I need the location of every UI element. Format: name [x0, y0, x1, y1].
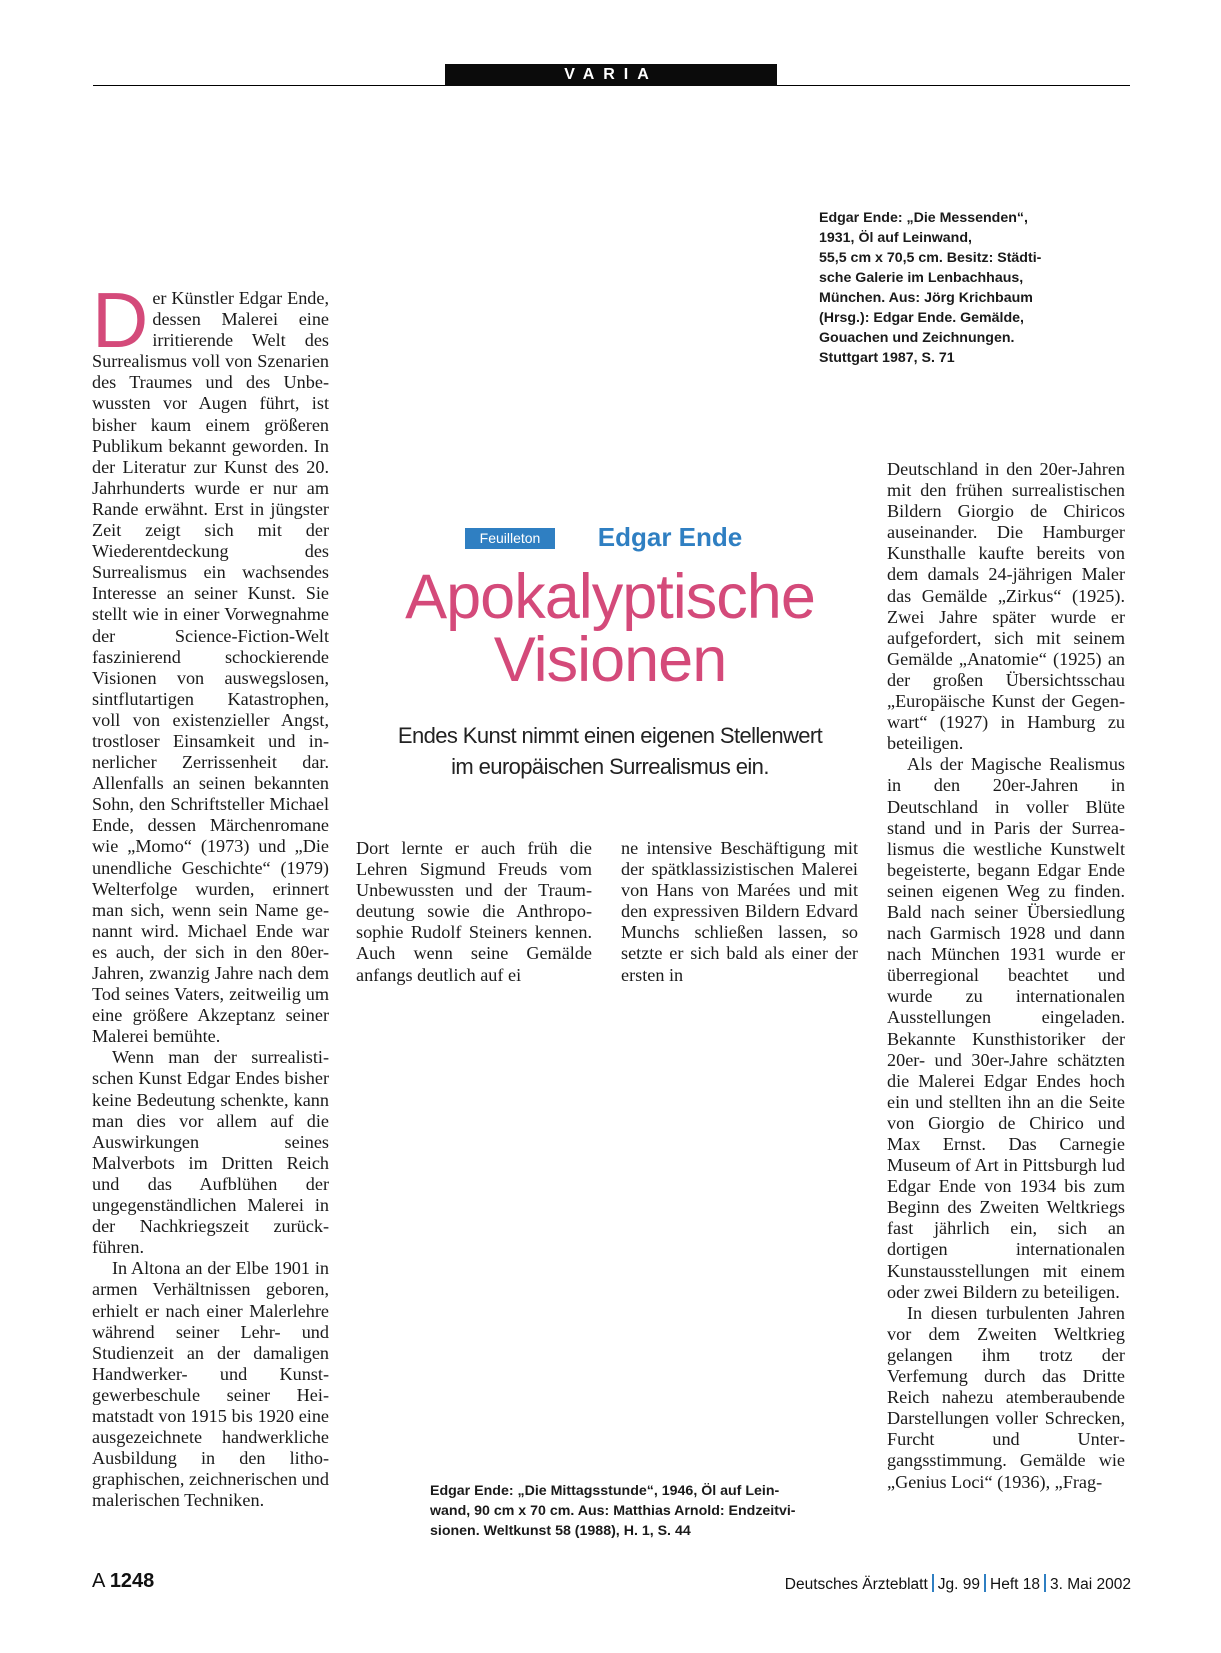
paragraph: Dort lernte er auch früh die Lehren Sigmund Freuds vom Unbewussten und der Traumdeutung sowie die Anthroposophie Rudolf Steiners kennen. Auch wenn seine Gemälde anfangs deutlich auf ei	[356, 838, 592, 985]
headline-line: Apokalyptische	[405, 562, 815, 632]
caption-top	[819, 208, 1059, 368]
section-label: VARIA	[445, 64, 777, 86]
journal-issue: Heft 18	[990, 1576, 1040, 1593]
caption-bottom-line: wand, 90 cm x 70 cm. Aus: Matthias Arnold: Endzeitvi-	[430, 1503, 796, 1519]
caption-top-line: München. Aus: Jörg Krichbaum	[819, 290, 1033, 306]
separator	[984, 1574, 986, 1592]
caption-top-line: 55,5 cm x 70,5 cm. Besitz: Städti-	[819, 250, 1042, 266]
paragraph: Als der Magische Realismus in den 20er-Jahren in Deutschland in voller Blüte stand und in Paris der Surrealismus die westliche Kunstwelt begeisterte, begann Edgar Ende seinen eigenen Weg zu finden. Bald nach seiner Übersiedlung nach Garmisch 1928 und dann nach München 1931 wurde er überregional beachtet und wurde zu internationalen Ausstellungen eingeladen. Bekannte Kunsthistoriker der 20er- und 30er-Jahre schätzten die Malerei Edgar Endes hoch ein und stellten ihn an die Seite von Giorgio de Chirico und Max Ernst. Das Carnegie Museum of Art in Pittsburgh lud Edgar Ende von 1934 bis zum Beginn des Zweiten Weltkriegs fast jährlich ein, sich an dortigen internationalen Kunstausstellungen mit einem oder zwei Bildern zu beteiligen.	[887, 754, 1125, 1302]
journal-date: 3. Mai 2002	[1050, 1576, 1131, 1593]
page-number-value: 1248	[109, 1570, 155, 1592]
caption-top-line: Stuttgart 1987, S. 71	[819, 350, 955, 366]
paragraph: In Altona an der Elbe 1901 in armen Verhältnissen geboren, erhielt er nach einer Malerlehre während seiner Lehr- und Studienzeit an der damaligen Handwerker- und Kunstgewerbeschule seiner Heimatstadt von 1915 bis 1920 eine ausgezeichnete handwerkliche Ausbildung in den lithographischen, zeichnerischen und malerischen Techniken.	[92, 1258, 329, 1511]
caption-top-line: Gouachen und Zeichnungen.	[819, 330, 1015, 346]
subheadline	[370, 720, 850, 782]
column-4	[887, 459, 1125, 1493]
drop-cap: D	[92, 276, 149, 364]
separator	[932, 1574, 934, 1592]
headline	[360, 562, 860, 695]
column-1	[92, 276, 329, 1511]
journal-name: Deutsches Ärzteblatt	[784, 1576, 928, 1593]
column-3	[621, 838, 858, 986]
paragraph-text: er Künstler Edgar Ende, dessen Malerei eine irritierende Welt des Surrealismus voll von Szenarien des Traumes und des Unbewussten vor Augen führt, ist bisher kaum einem größeren Publikum bekannt geworden. In der Literatur zur Kunst des 20. Jahrhunderts wurde er nur am Rande erwähnt. Erst in jüngster Zeit zeigt sich mit der Wiederentdeckung des Surrealismus ein wachsendes Interesse an seiner Kunst. Sie stellt wie in einer Vorwegnahme der Science-Fiction-Welt faszinierend schockierende Visionen von auswegslosen, sintflutartigen Katastrophen, voll von existenzieller Angst, trostloser Einsamkeit und innerlicher Zerrissenheit dar. Allenfalls an seinen bekannten Sohn, den Schriftsteller Michael Ende, dessen Märchenromane wie „Momo“ (1973) und „Die unendliche Geschichte“ (1979) Welterfolge wurden, erinnert man sich, wenn sein Name genannt wird. Michael Ende war es auch, der sich in den 80er-Jahren, zwanzig Jahre nach dem Tod seines Vaters, zeitweilig um eine größere Akzeptanz seiner Malerei bemühte.	[92, 288, 329, 1047]
caption-top-line: Edgar Ende: „Die Messenden“,	[819, 210, 1028, 226]
journal-volume: Jg. 99	[937, 1576, 981, 1593]
caption-bottom-line: sionen. Weltkunst 58 (1988), H. 1, S. 44	[430, 1523, 691, 1539]
paragraph: Deutschland in den 20er-Jahren mit den frühen surrealistischen Bildern Giorgio de Chiricos auseinander. Die Hamburger Kunsthalle kaufte bereits von dem damals 24-jährigen Maler das Gemälde „Zirkus“ (1925). Zwei Jahre später wurde er aufgefordert, sich mit seinem Gemälde „Anatomie“ (1925) an der großen Übersichtsschau „Europäische Kunst der Gegenwart“ (1927) in Hamburg zu beteiligen.	[887, 459, 1125, 754]
section-tag: Feuilleton	[465, 528, 555, 549]
caption-bottom	[430, 1481, 830, 1541]
paragraph: ne intensive Beschäftigung mit der spätklassizistischen Malerei von Hans von Marées und mit den expressiven Bildern Edvard Munchs schließen lassen, so setzte er sich bald als einer der ersten in	[621, 838, 858, 985]
kicker: Edgar Ende	[597, 522, 743, 552]
caption-bottom-line: Edgar Ende: „Die Mittagsstunde“, 1946, Öl auf Lein-	[430, 1483, 780, 1499]
page-number	[92, 1570, 154, 1593]
separator	[1044, 1574, 1046, 1592]
caption-top-line: (Hrsg.): Edgar Ende. Gemälde,	[819, 310, 1024, 326]
paragraph	[92, 276, 329, 1047]
headline-line: Visionen	[493, 625, 727, 695]
caption-top-line: sche Galerie im Lenbachhaus,	[819, 270, 1024, 286]
journal-info	[785, 1574, 1131, 1594]
caption-top-line: 1931, Öl auf Leinwand,	[819, 230, 972, 246]
column-2	[356, 838, 592, 986]
subheadline-line: im europäischen Surrealismus ein.	[451, 754, 769, 779]
subheadline-line: Endes Kunst nimmt einen eigenen Stellenwert	[397, 723, 823, 748]
paragraph: Wenn man der surrealistischen Kunst Edgar Endes bisher keine Bedeutung schenkte, kann man dies vor allem auf die Auswirkungen seines Malverbots im Dritten Reich und das Aufblühen der ungegenständlichen Malerei in der Nachkriegszeit zurückführen.	[92, 1047, 329, 1258]
paragraph: In diesen turbulenten Jahren vor dem Zweiten Weltkrieg gelangen ihm trotz der Verfemung durch das Dritte Reich nahezu atemberaubende Darstellungen voller Schrecken, Furcht und Untergangsstimmung. Gemälde wie „Genius Loci“ (1936), „Frag-	[887, 1302, 1125, 1492]
page-prefix: A	[92, 1570, 105, 1592]
